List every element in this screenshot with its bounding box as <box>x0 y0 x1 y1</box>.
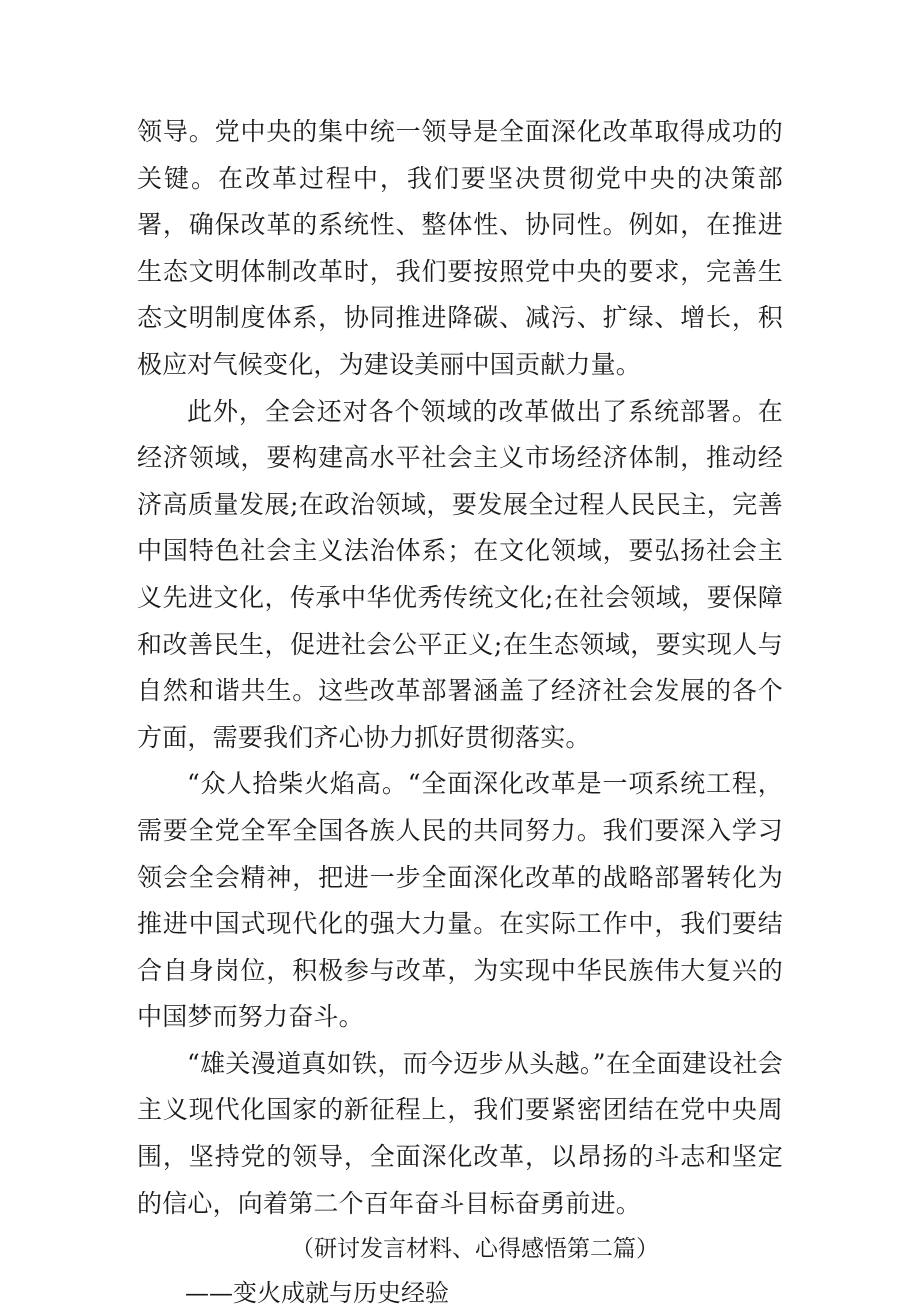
section-subheading: ——变火成就与历史经验 <box>185 1279 449 1308</box>
paragraph-collective-effort: “众人拾柴火焰高。“全面深化改革是一项系统工程，需要全党全军全国各族人民的共同努力。我们要深入学习领会全会精神，把进一步全面深化改革的战略部署转化为推进中国式现代化的强大力量。在实际工作中，我们要结合自身岗位，积极参与改革，为实现中华民族伟大复兴的中国梦而努力奋斗。 <box>137 769 783 1032</box>
paragraph-reform-areas: 此外，全会还对各个领域的改革做出了系统部署。在经济领域，要构建高水平社会主义市场经济体制，推动经济高质量发展;在政治领域，要发展全过程人民民主，完善中国特色社会主义法治体系；在文化领域，要弘扬社会主义先进文化，传承中华优秀传统文化;在社会领域，要保障和改善民生，促进社会公平正义;在生态领域，要实现人与自然和谐共生。这些改革部署涵盖了经济社会发展的各个方面，需要我们齐心协力抓好贯彻落实。 <box>137 396 783 752</box>
document-body <box>137 109 783 1315</box>
paragraph-continuation: 领导。党中央的集中统一领导是全面深化改革取得成功的关键。在改革过程中，我们要坚决贯彻党中央的决策部署，确保改革的系统性、整体性、协同性。例如，在推进生态文明体制改革时，我们要按照党中央的要求，完善生态文明制度体系，协同推进降碳、减污、扩绿、增长，积极应对气候变化，为建设美丽中国贡献力量。 <box>137 117 783 379</box>
paragraph-new-journey: “雄关漫道真如铁，而今迈步从头越。”在全面建设社会主义现代化国家的新征程上，我们要紧密团结在党中央周围，坚持党的领导，全面深化改革，以昂扬的斗志和坚定的信心，向着第二个百年奋斗目标奋勇前进。 <box>137 1048 783 1218</box>
section-heading: （研讨发言材料、心得感悟第二篇） <box>291 1236 659 1263</box>
